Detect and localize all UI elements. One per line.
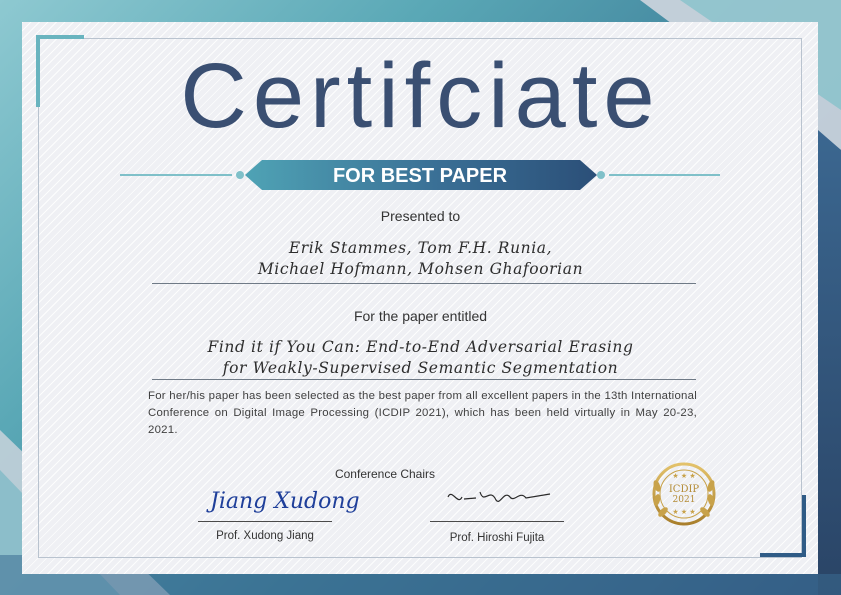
chair-name-2: Prof. Hiroshi Fujita xyxy=(449,532,545,544)
seal-line-2: 2021 xyxy=(672,495,696,505)
conference-chairs-label: Conference Chairs xyxy=(334,467,436,481)
presented-to-label: Presented to xyxy=(380,208,461,224)
seal-line-1: ICDIP xyxy=(668,484,700,495)
signature-fujita xyxy=(448,492,550,501)
award-description: For her/his paper has been selected as the best paper from all excellent papers in the 13th International Conference on Digital Image Processing (ICDIP 2021), which has been held virtually in May 20-23, 2021. xyxy=(148,390,697,436)
paper-title-line-2: for Weakly-Supervised Semantic Segmentation xyxy=(222,359,619,377)
subtitle-label: FOR BEST PAPER xyxy=(332,165,508,187)
chair-name-1: Prof. Xudong Jiang xyxy=(216,530,314,542)
paper-title-line-1: Find it if You Can: End-to-End Adversarial Erasing xyxy=(207,338,634,356)
signature-line-2 xyxy=(430,521,564,522)
signature-jiang: Jiang Xudong xyxy=(210,489,360,514)
signature-line-1 xyxy=(198,521,332,522)
svg-text:★ ★ ★: ★ ★ ★ xyxy=(672,472,696,480)
certificate-title: Certifciate xyxy=(180,45,661,147)
recipient-line-2: Michael Hofmann, Mohsen Ghafoorian xyxy=(257,260,584,278)
recipient-line-1: Erik Stammes, Tom F.H. Runia, xyxy=(288,239,553,257)
paper-label: For the paper entitled xyxy=(353,308,488,324)
svg-text:★ ★ ★: ★ ★ ★ xyxy=(672,508,696,516)
seal-text xyxy=(660,484,708,506)
